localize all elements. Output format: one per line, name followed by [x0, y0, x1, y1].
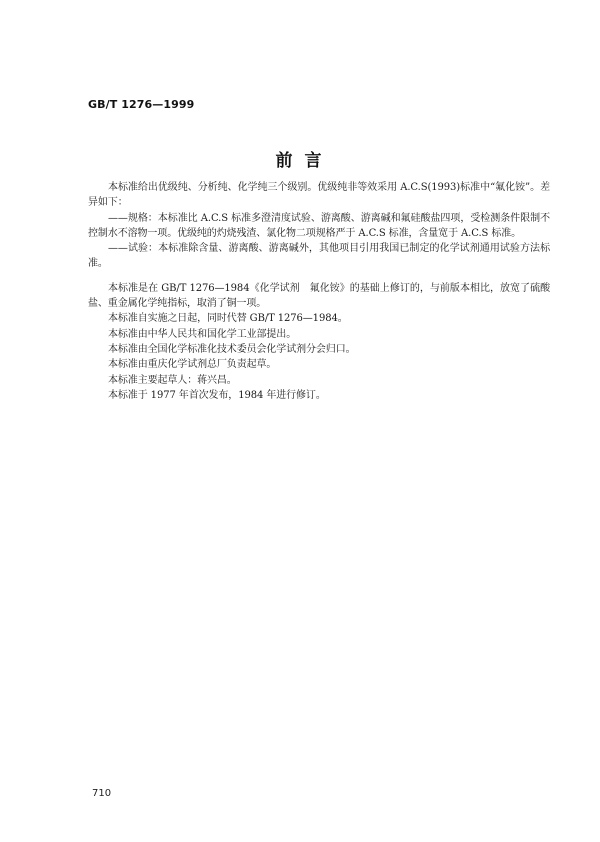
preface-body [88, 180, 550, 403]
preface-paragraph-test-methods: ——试验：本标准除含量、游离酸、游离碱外，其他项目引用我国已制定的化学试剂通用试验方法标准。 [88, 243, 550, 270]
preface-paragraph-supersedes: 本标准自实施之日起，同时代替 GB/T 1276—1984。 [108, 313, 348, 325]
preface-paragraph-drafter: 本标准主要起草人：蒋兴昌。 [108, 374, 237, 386]
preface-paragraph-proposer: 本标准由中华人民共和国化学工业部提出。 [108, 328, 297, 340]
preface-paragraph-specifications: ——规格：本标准比 A.C.S 标准多澄清度试验、游离酸、游离碱和氟硅酸盐四项，受检测条件限制不控制水不溶物一项。优级纯的灼烧残渣、氯化物二项规格严于 A.C.S 标准，含量宽于 A.C.S 标准。 [88, 212, 550, 239]
page-number: 710 [92, 788, 112, 799]
preface-paragraph-revision: 本标准是在 GB/T 1276—1984《化学试剂 氟化铵》的基础上修订的，与前版本相比，放宽了硫酸盐、重金属化学纯指标，取消了铜一项。 [88, 282, 550, 310]
preface-paragraph-committee: 本标准由全国化学标准化技术委员会化学试剂分会归口。 [108, 343, 356, 355]
preface-paragraph-history: 本标准于 1977 年首次发布，1984 年进行修订。 [108, 389, 326, 401]
page-title: 前 言 [275, 151, 325, 171]
preface-paragraph-grades: 本标准给出优级纯、分析纯、化学纯三个级别。优级纯非等效采用 A.C.S(1993)标准中“氟化铵”。差异如下： [88, 182, 550, 209]
standard-code: GB/T 1276—1999 [88, 98, 195, 111]
preface-paragraph-drafting-unit: 本标准由重庆化学试剂总厂负责起草。 [108, 359, 277, 371]
